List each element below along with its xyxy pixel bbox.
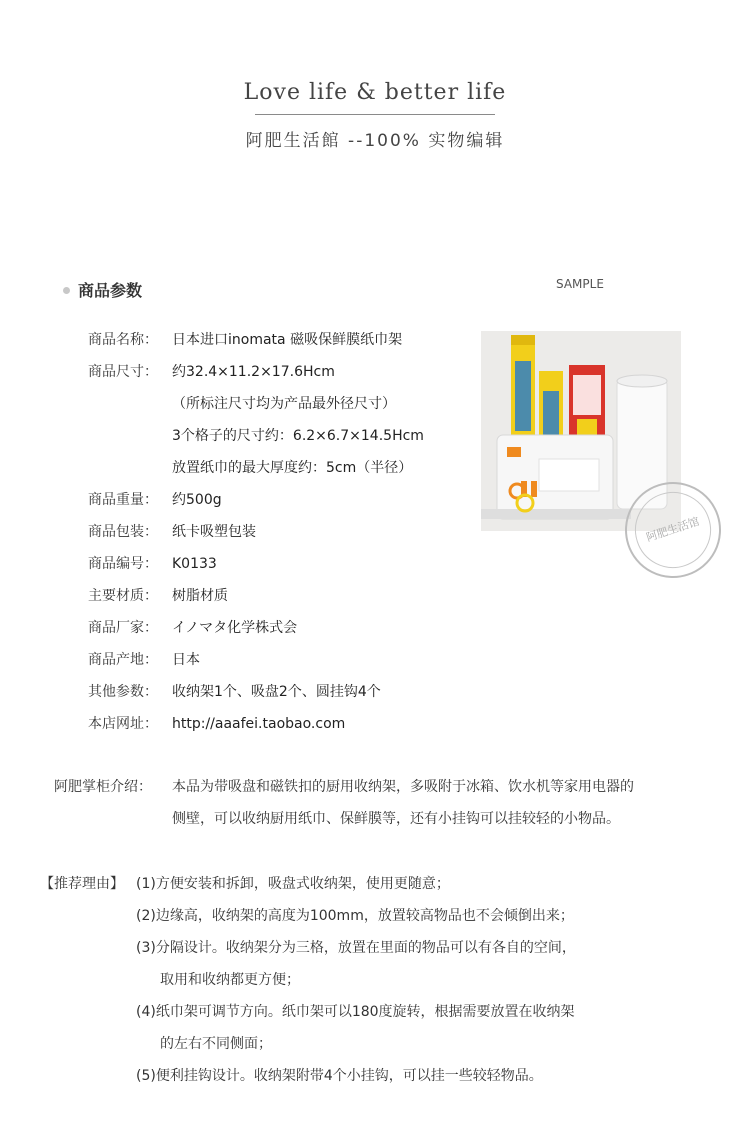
header-subtitle: 阿肥生活館 --100% 实物编辑 (245, 131, 505, 151)
spec-label: 商品编号： (88, 556, 158, 572)
spec-row-code (88, 553, 217, 577)
spec-label: 商品厂家： (88, 620, 158, 636)
watermark-stamp-inner (625, 482, 721, 578)
size-note: （所标注尺寸均为产品最外径尺寸） (172, 396, 396, 412)
spec-value: 纸卡吸塑包装 (172, 524, 256, 540)
spec-label: 商品重量： (88, 492, 158, 508)
spec-value: 树脂材质 (172, 588, 228, 604)
spec-label: 其他参数： (88, 684, 158, 700)
reason-line: (5)便利挂钩设计。收纳架附带4个小挂钩，可以挂一些较轻物品。 (136, 1068, 543, 1084)
spec-row-size (88, 361, 335, 385)
sample-label: SAMPLE (556, 277, 604, 291)
reason-line: 取用和收纳都更方便； (160, 972, 300, 988)
spec-label: 商品产地： (88, 652, 158, 668)
spec-row-maker (88, 617, 297, 641)
spec-value: 约500g (172, 492, 222, 508)
spec-value: 日本进口inomata 磁吸保鲜膜纸巾架 (172, 332, 403, 348)
reasons-label: 【推荐理由】 (40, 876, 124, 892)
header-divider (255, 114, 495, 115)
header-tagline: Love life & better life (243, 80, 507, 105)
spec-label: 本店网址： (88, 716, 158, 732)
size-note: 3个格子的尺寸约：6.2×6.7×14.5Hcm (172, 428, 424, 444)
reason-line: (3)分隔设计。收纳架分为三格，放置在里面的物品可以有各自的空间， (136, 940, 576, 956)
spec-label: 商品包装： (88, 524, 158, 540)
spec-value: K0133 (172, 556, 217, 572)
spec-value: 日本 (172, 652, 200, 668)
reason-line: (2)边缘高，收纳架的高度为100mm，放置较高物品也不会倾倒出来； (136, 908, 574, 924)
spec-row-name (88, 329, 402, 353)
reason-line: 的左右不同侧面； (160, 1036, 272, 1052)
spec-value: 收纳架1个、吸盘2个、圆挂钩4个 (172, 684, 381, 700)
section-bullet-icon (63, 287, 70, 294)
spec-row-url (88, 713, 345, 737)
intro-label: 阿肥掌柜介绍： (54, 779, 152, 795)
spec-label: 商品尺寸： (88, 364, 158, 380)
spec-row-other (88, 681, 381, 705)
spec-row-material (88, 585, 228, 609)
reason-line: (4)纸巾架可调节方向。纸巾架可以180度旋转，根据需要放置在收纳架 (136, 1004, 575, 1020)
spec-label: 主要材质： (88, 588, 158, 604)
spec-label: 商品名称： (88, 332, 158, 348)
spec-value: イノマタ化学株式会 (172, 620, 298, 636)
intro-line: 本品为带吸盘和磁铁扣的厨用收纳架，多吸附于冰箱、饮水机等家用电器的 (172, 779, 634, 795)
spec-value: 约32.4×11.2×17.6Hcm (172, 364, 335, 380)
intro-line: 侧壁，可以收纳厨用纸巾、保鲜膜等，还有小挂钩可以挂较轻的小物品。 (172, 811, 620, 827)
size-note: 放置纸巾的最大厚度约：5cm（半径） (172, 460, 413, 476)
watermark-text: 阿肥生活馆 (644, 514, 701, 544)
reason-line: (1)方便安装和拆卸，吸盘式收纳架，使用更随意； (136, 876, 450, 892)
spec-row-weight (88, 489, 222, 513)
spec-row-origin (88, 649, 200, 673)
store-url-link[interactable]: http://aaafei.taobao.com (172, 716, 346, 732)
spec-row-package (88, 521, 256, 545)
section-title: 商品参数 (78, 281, 143, 300)
